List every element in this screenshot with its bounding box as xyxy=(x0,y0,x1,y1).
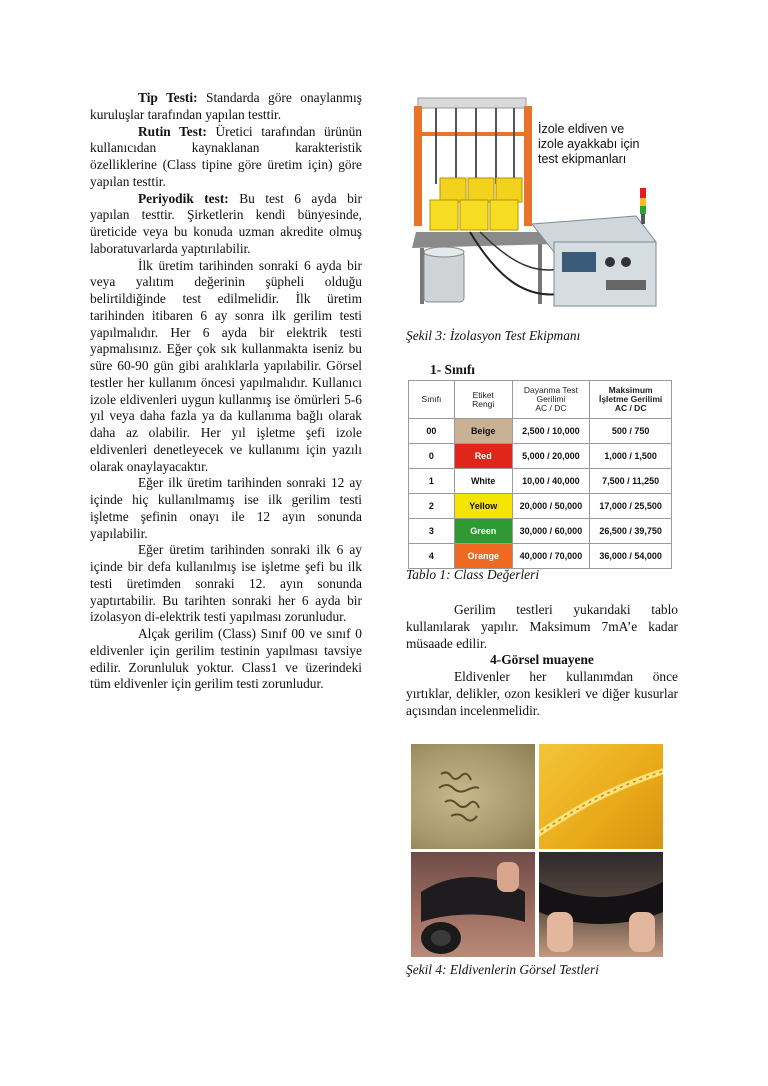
paragraph-ilk-6-ay: Eğer üretim tarihinden sonraki ilk 6 ay içinde bir defa kullanılmış ise işletme şefi bu ilk testi üretimden sonraki 12. ayın sonunda yaptırtabilir. Bu tarihten sonraki her 6 ayda bir izolasyon di-elektrik testi yapılması zorunludur. xyxy=(90,542,362,625)
photo-hands-stretching-glove xyxy=(539,852,663,957)
cell-max-voltage: 7,500 / 11,250 xyxy=(590,469,672,494)
paragraph-ilk-uretim: İlk üretim tarihinden sonraki 6 ayda bir veya yalıtım değerinin şüpheli olduğu belirtildiğinde test edilmelidir. İlk üretim tarihinden itibaren 6 ay sonra ilk gerilim testi yapılmalıdır. Her 6 ayda bir elektrik testi yapmalısınız. Eğer çok sık kullanmakta iseniz bu süre 60-90 gün gibi aralıklarla yapılabilir. Görsel testler her kullanım öncesi yapılmalıdır. Kullanıcı izole eldivenleri uygun kullanmış ise ömürleri 5-6 yıl veya daha fazla ya da kullanıma bağlı olarak daha az olabilir. Her yıl işletme şefi izole eldivenleri denetleyecek ve kullanımı için yazılı olarak onaylayacaktır. xyxy=(90,257,362,474)
figure-3-overlay-text xyxy=(538,122,639,167)
paragraph-tip-testi xyxy=(90,90,362,124)
paragraph-rutin-test xyxy=(90,124,362,191)
figure-4-caption: Şekil 4: Eldivenlerin Görsel Testleri xyxy=(406,962,599,977)
cell-class: 2 xyxy=(409,494,455,519)
class-values-table xyxy=(408,380,672,569)
cell-test-voltage: 5,000 / 20,000 xyxy=(512,444,590,469)
label-tip-testi: Tip Testi: xyxy=(138,90,198,105)
table-row xyxy=(409,419,672,444)
table-caption: Tablo 1: Class Değerleri xyxy=(406,567,540,582)
rolled-glove-shape xyxy=(411,852,535,957)
table-row xyxy=(409,544,672,569)
heading-gorsel-muayene: 4-Görsel muayene xyxy=(490,652,594,668)
text-tip-testi: Standarda göre onaylanmış kuruluşlar tarafından yapılan testtir. xyxy=(90,90,362,122)
cell-color: Yellow xyxy=(454,494,512,519)
left-column xyxy=(90,90,362,693)
header-etiket-rengi: Etiket Rengi xyxy=(454,381,512,419)
cell-test-voltage: 2,500 / 10,000 xyxy=(512,419,590,444)
glove-crack-line xyxy=(539,744,663,849)
figure-4-photo-grid xyxy=(411,744,663,957)
figure-3-test-equipment xyxy=(410,92,660,320)
cell-color: White xyxy=(454,469,512,494)
cell-class: 4 xyxy=(409,544,455,569)
cell-test-voltage: 30,000 / 60,000 xyxy=(512,519,590,544)
class-table xyxy=(408,380,672,569)
overlay-line-3: test ekipmanları xyxy=(538,152,627,166)
table-header-row xyxy=(409,381,672,419)
header-dayanma-test: Dayanma Test Gerilimi AC / DC xyxy=(512,381,590,419)
label-rutin-test: Rutin Test: xyxy=(138,123,207,139)
paragraph-12-ay: Eğer ilk üretim tarihinden sonraki 12 ay içinde hiç kullanılmamış ise ilk gerilim testi işletme şefinin onayı ile 12 ayın sonunda yapılabilir. xyxy=(90,475,362,541)
paragraph-gerilim-testleri: Gerilim testleri yukarıdaki tablo kullanılarak yapılır. Maksimum 7mA’e kadar müsaade edilir. xyxy=(406,602,678,651)
overlay-line-2: izole ayakkabı için xyxy=(538,137,640,151)
cell-max-voltage: 36,000 / 54,000 xyxy=(590,544,672,569)
table-row xyxy=(409,519,672,544)
table-row xyxy=(409,494,672,519)
cell-test-voltage: 20,000 / 50,000 xyxy=(512,494,590,519)
table-heading: 1- Sınıfı xyxy=(430,362,476,377)
table-row xyxy=(409,469,672,494)
figure-3-caption: Şekil 3: İzolasyon Test Ekipmanı xyxy=(406,328,581,343)
photo-ozone-cracks xyxy=(411,744,535,849)
table-row xyxy=(409,444,672,469)
cell-max-voltage: 500 / 750 xyxy=(590,419,672,444)
ozone-cracks-texture xyxy=(411,744,535,849)
stretched-glove-shape xyxy=(539,852,663,957)
paragraph-alcak-gerilim: Alçak gerilim (Class) Sınıf 00 ve sınıf 0 eldivenler için gerilim testinin yapılması tavsiye edilir. Zorunluluk yoktur. Class1 ve üzerindeki tüm eldivenler için gerilim testi zorunludur. xyxy=(90,626,362,692)
paragraph-gorsel-muayene: Eldivenler her kullanımdan önce yırtıklar, delikler, ozon kesikleri ve diğer kusurlar açısından incelenmelidir. xyxy=(406,669,678,718)
cell-class: 0 xyxy=(409,444,455,469)
overlay-line-1: İzole eldiven ve xyxy=(538,122,625,136)
cell-max-voltage: 1,000 / 1,500 xyxy=(590,444,672,469)
cell-color: Red xyxy=(454,444,512,469)
header-maksimum: Maksimum İşletme Gerilimi AC / DC xyxy=(590,381,672,419)
text-periyodik-test: Bu test 6 ayda bir yapılan testtir. Şirketlerin kendi bünyesinde, üreticide veya bu konuda uzman akredite olmuş laboratuvarlarda yaptırılabilir. xyxy=(90,190,363,256)
cell-color: Beige xyxy=(454,419,512,444)
paragraph-periyodik-test xyxy=(90,191,362,258)
cell-max-voltage: 17,000 / 25,500 xyxy=(590,494,672,519)
photo-hands-rolling-glove xyxy=(411,852,535,957)
cell-test-voltage: 10,00 / 40,000 xyxy=(512,469,590,494)
label-periyodik-test: Periyodik test: xyxy=(138,190,229,206)
header-sinifi: Sınıfı xyxy=(409,381,455,419)
cell-max-voltage: 26,500 / 39,750 xyxy=(590,519,672,544)
cell-class: 1 xyxy=(409,469,455,494)
right-column-text xyxy=(406,602,678,719)
text-rutin-test: Üretici tarafından ürünün kullanıcıdan kaynaklanan karakteristik özelliklerine (Class tipine göre üretim için) göre yapılan testtir. xyxy=(90,123,362,189)
cell-class: 3 xyxy=(409,519,455,544)
cell-color: Green xyxy=(454,519,512,544)
cell-class: 00 xyxy=(409,419,455,444)
cell-test-voltage: 40,000 / 70,000 xyxy=(512,544,590,569)
cell-color: Orange xyxy=(454,544,512,569)
photo-yellow-glove-crack xyxy=(539,744,663,849)
